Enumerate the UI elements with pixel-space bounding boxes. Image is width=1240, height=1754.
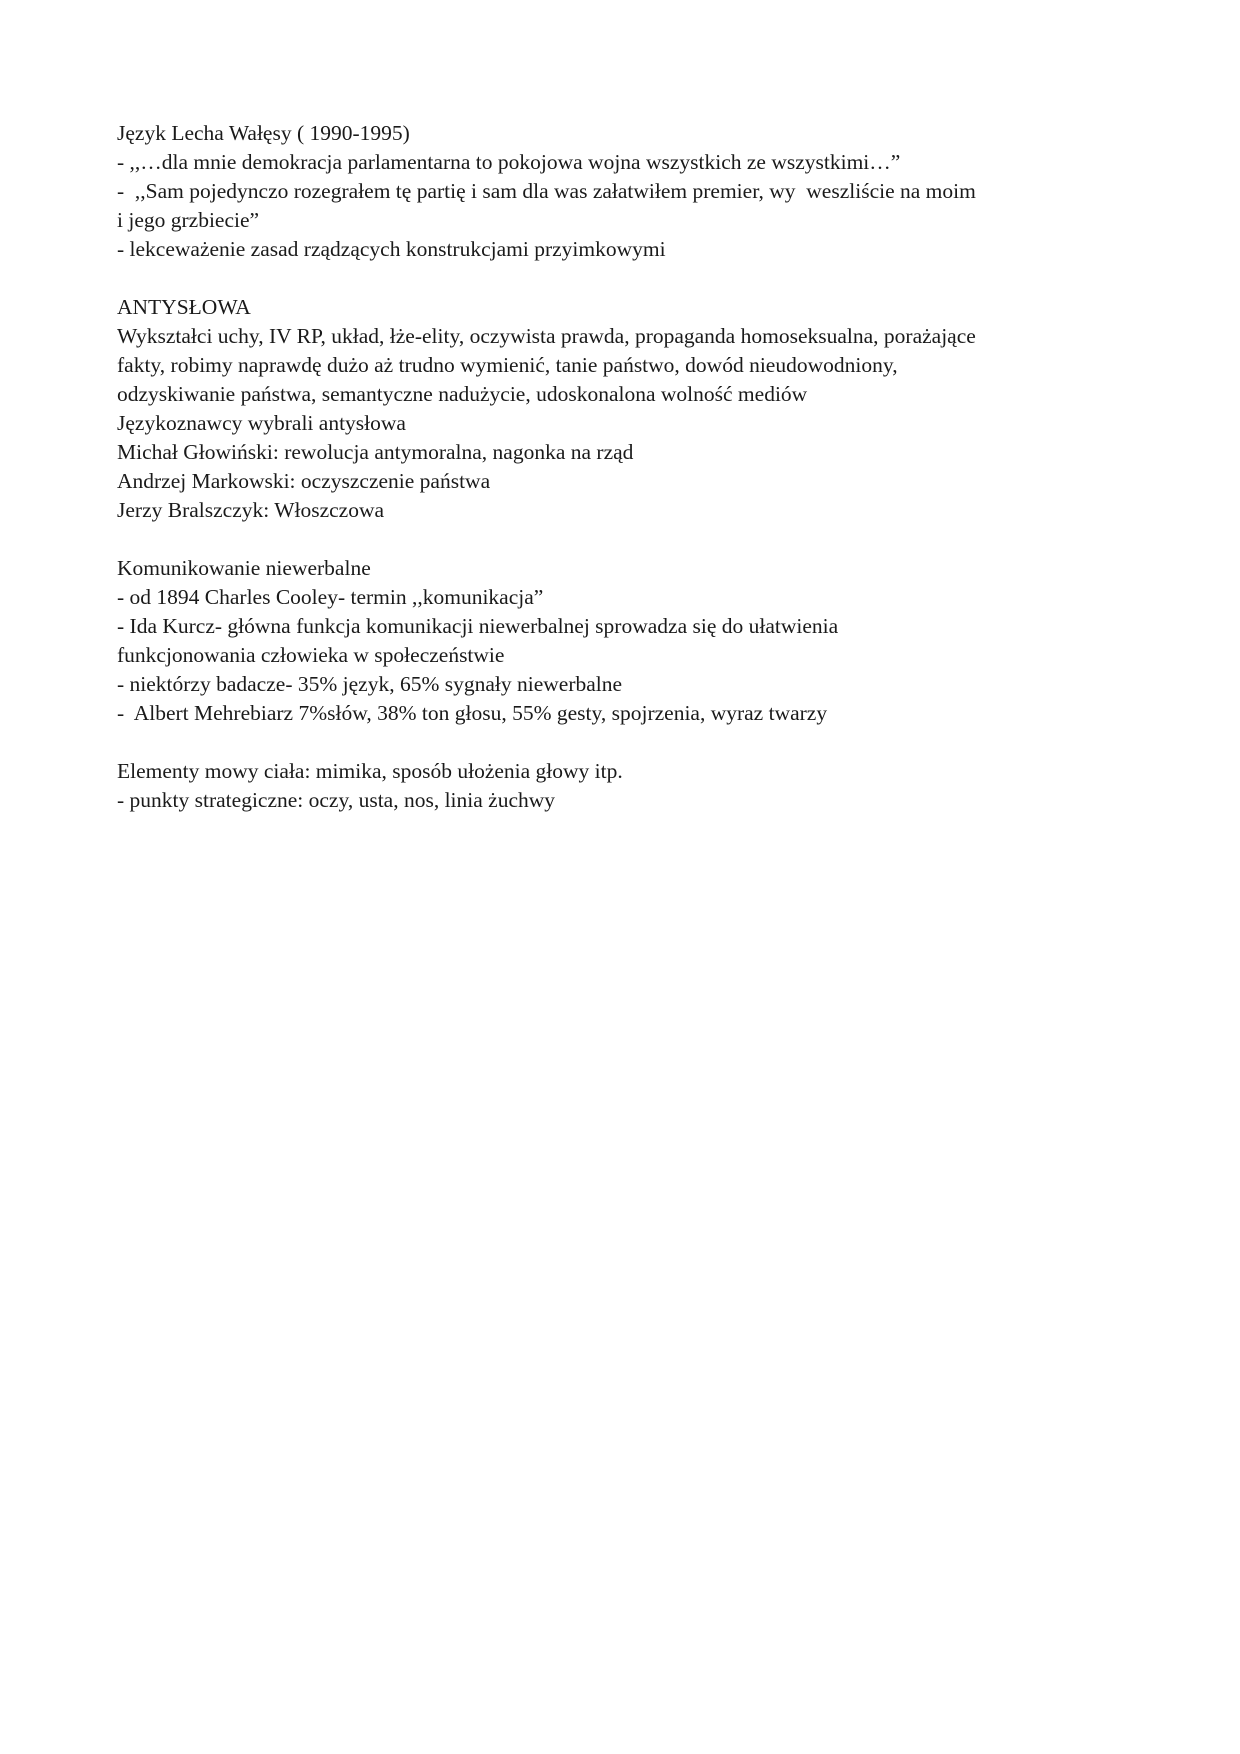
section-walesa-language	[117, 119, 1137, 264]
antyslowa-list-line-2: fakty, robimy naprawdę dużo aż trudno wymienić, tanie państwo, dowód nieudowodniony,	[117, 353, 898, 377]
section-heading-walesa: Język Lecha Wałęsy ( 1990-1995)	[117, 121, 410, 145]
linguists-chose-line: Językoznawcy wybrali antysłowa	[117, 411, 406, 435]
section-heading-antyslowa: ANTYSŁOWA	[117, 295, 251, 319]
antyslowa-list-line-3: odzyskiwanie państwa, semantyczne nadużycie, udoskonalona wolność mediów	[117, 382, 808, 406]
kurcz-line-1: - Ida Kurcz- główna funkcja komunikacji niewerbalnej sprowadza się do ułatwienia	[117, 614, 839, 638]
glowinski-line: Michał Głowiński: rewolucja antymoralna, nagonka na rząd	[117, 440, 634, 464]
paragraph-spacer	[117, 525, 1137, 554]
quote-party-line-1: - ,,Sam pojedynczo rozegrałem tę partię i sam dla was załatwiłem premier, wy weszliście na moim	[117, 179, 976, 203]
markowski-line: Andrzej Markowski: oczyszczenie państwa	[117, 469, 491, 493]
section-body-language	[117, 757, 1137, 815]
strategic-points-line: - punkty strategiczne: oczy, usta, nos, linia żuchwy	[117, 788, 556, 812]
bralszczyk-line: Jerzy Bralszczyk: Włoszczowa	[117, 498, 385, 522]
point-prepositions: - lekceważenie zasad rządzących konstrukcjami przyimkowymi	[117, 237, 666, 261]
kurcz-line-2: funkcjonowania człowieka w społeczeństwie	[117, 643, 505, 667]
document-body	[117, 119, 1137, 815]
paragraph-spacer	[117, 264, 1137, 293]
antyslowa-list-line-1: Wykształci uchy, IV RP, układ, łże-elity, oczywista prawda, propaganda homoseksualna, porażające	[117, 324, 976, 348]
quote-party-line-2: i jego grzbiecie”	[117, 208, 260, 232]
section-heading-nonverbal: Komunikowanie niewerbalne	[117, 556, 371, 580]
researchers-line: - niektórzy badacze- 35% język, 65% sygnały niewerbalne	[117, 672, 623, 696]
paragraph-spacer	[117, 728, 1137, 757]
section-antyslowa	[117, 293, 1137, 525]
section-heading-body-language: Elementy mowy ciała: mimika, sposób ułożenia głowy itp.	[117, 759, 623, 783]
mehrebiarz-line: - Albert Mehrebiarz 7%słów, 38% ton głosu, 55% gesty, spojrzenia, wyraz twarzy	[117, 701, 828, 725]
cooley-line: - od 1894 Charles Cooley- termin ,,komunikacja”	[117, 585, 544, 609]
quote-democracy: - ,,…dla mnie demokracja parlamentarna to pokojowa wojna wszystkich ze wszystkimi…”	[117, 150, 901, 174]
section-nonverbal	[117, 554, 1137, 728]
